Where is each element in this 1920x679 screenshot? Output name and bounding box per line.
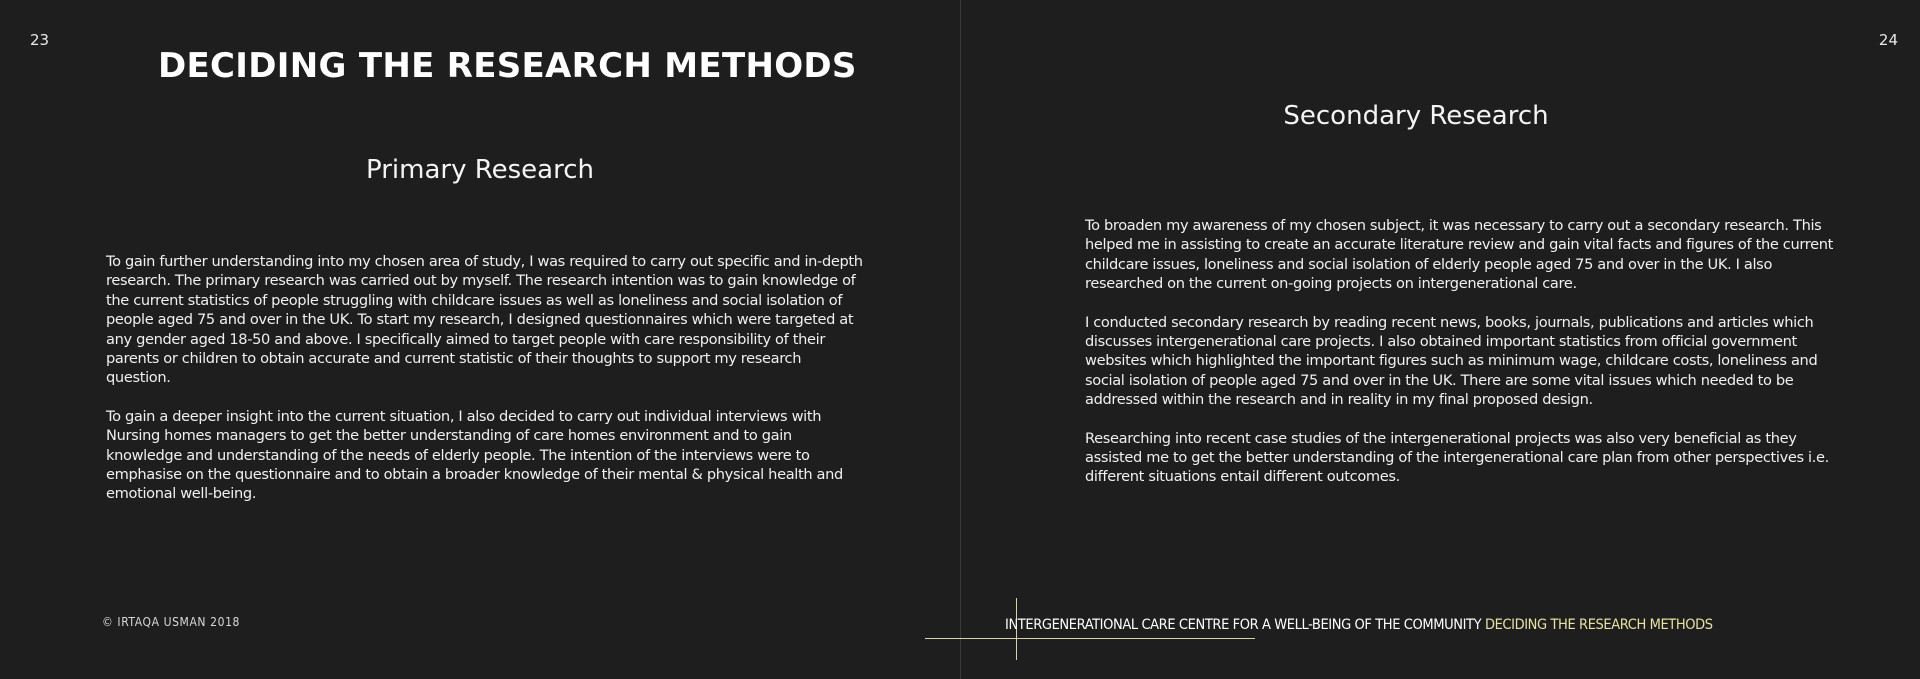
secondary-paragraph-1: To broaden my awareness of my chosen subject, it was necessary to carry out a secondary research. This helped me in assisting to create an accurate literature review and gain vital facts and figures of the current childcare issues, loneliness and social isolation of elderly people aged 75 and over in the UK. I also researched on the current on-going projects on intergenerational care.: [1085, 217, 1833, 293]
secondary-research-heading: Secondary Research: [1283, 101, 1549, 131]
page-title: DECIDING THE RESEARCH METHODS: [158, 46, 857, 86]
right-page: [961, 0, 1920, 679]
copyright-notice: © IRTAQA USMAN 2018: [102, 615, 241, 629]
primary-research-body: [106, 252, 866, 523]
primary-research-heading: Primary Research: [366, 155, 594, 185]
footer-rule-horizontal: [925, 638, 1255, 639]
secondary-paragraph-2: I conducted secondary research by reading recent news, books, journals, publications and articles which discusses intergenerational care projects. I also obtained important statistics from official government websites which highlighted the important figures such as minimum wage, childcare costs, loneliness and social isolation of people aged 75 and over in the UK. There are some vital issues which needed to be addressed within the research and in reality in my final proposed design.: [1085, 313, 1818, 409]
page-number-right: 24: [1878, 31, 1898, 49]
secondary-paragraph-3: Researching into recent case studies of the intergenerational projects was also very beneficial as they assisted me to get the better understanding of the intergenerational care plan from other perspectives i.e. different situations entail different outcomes.: [1085, 429, 1829, 486]
footer-section-label: DECIDING THE RESEARCH METHODS: [1484, 617, 1713, 633]
running-footer: [1005, 617, 1713, 633]
page-number-left: 23: [30, 31, 50, 49]
secondary-research-body: [1085, 216, 1845, 506]
primary-paragraph-2: To gain a deeper insight into the current situation, I also decided to carry out individual interviews with Nursing homes managers to get the better understanding of care homes environment and to gain knowledge and understanding of the needs of elderly people. The intention of the interviews were to emphasise on the questionnaire and to obtain a broader knowledge of their mental & physical health and emotional well-being.: [106, 407, 843, 503]
primary-paragraph-1: To gain further understanding into my chosen area of study, I was required to carry out specific and in-depth research. The primary research was carried out by myself. The research intention was to gain knowledge of the current statistics of people struggling with childcare issues as well as loneliness and social isolation of people aged 75 and over in the UK. To start my research, I designed questionnaires which were targeted at any gender aged 18-50 and above. I specifically aimed to target people with care responsibility of their parents or children to obtain accurate and current statistic of their thoughts to support my research question.: [106, 253, 863, 387]
footer-document-title: INTERGENERATIONAL CARE CENTRE FOR A WELL-BEING OF THE COMMUNITY: [1005, 617, 1482, 633]
